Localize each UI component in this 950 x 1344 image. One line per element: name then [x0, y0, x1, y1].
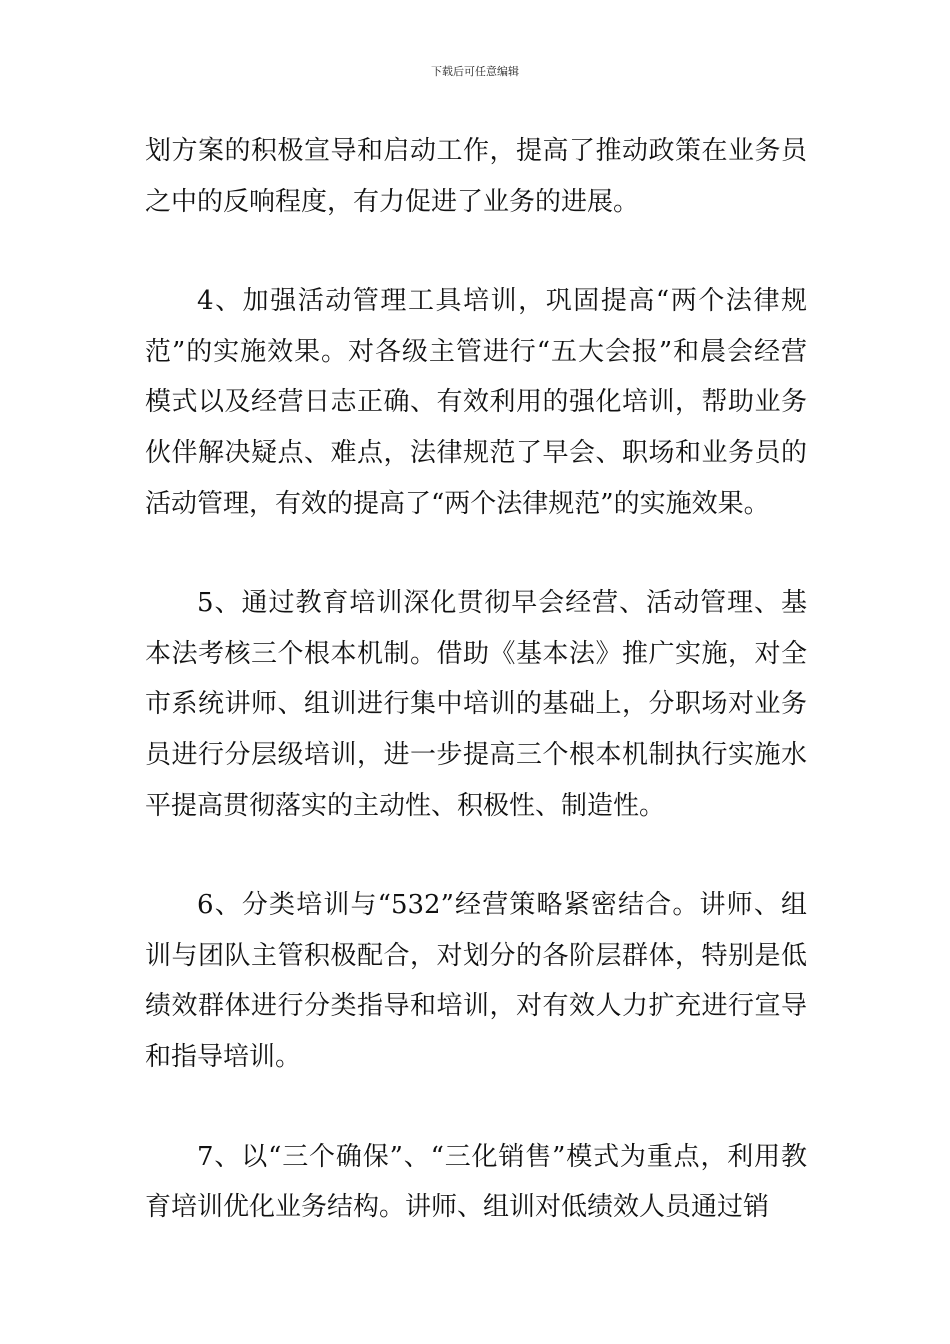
- paragraph-item-4: 4、加强活动管理工具培训，巩固提高“两个法律规范”的实施效果。对各级主管进行“五大会报”和晨会经营模式以及经营日志正确、有效利用的强化培训，帮助业务伙伴解决疑点、难点，法律规范了早会、职场和业务员的活动管理，有效的提高了“两个法律规范”的实施效果。: [145, 286, 807, 519]
- document-body: [145, 126, 807, 1233]
- paragraph-item-6: 6、分类培训与“532”经营策略紧密结合。讲师、组训与团队主管积极配合，对划分的各阶层群体，特别是低绩效群体进行分类指导和培训，对有效人力扩充进行宣导和指导培训。: [145, 890, 807, 1072]
- paragraph-item-7: 7、以“三个确保”、“三化销售”模式为重点，利用教育培训优化业务结构。讲师、组训对低绩效人员通过销: [145, 1141, 807, 1223]
- paragraph-item-5: 5、通过教育培训深化贯彻早会经营、活动管理、基本法考核三个根本机制。借助《基本法》推广实施，对全市系统讲师、组训进行集中培训的基础上，分职场对业务员进行分层级培训，进一步提高三个根本机制执行实施水平提高贯彻落实的主动性、积极性、制造性。: [145, 588, 807, 821]
- page-header: 下载后可任意编辑: [431, 65, 519, 78]
- paragraph-continuation: 划方案的积极宣导和启动工作，提高了推动政策在业务员之中的反响程度，有力促进了业务的进展。: [145, 136, 807, 217]
